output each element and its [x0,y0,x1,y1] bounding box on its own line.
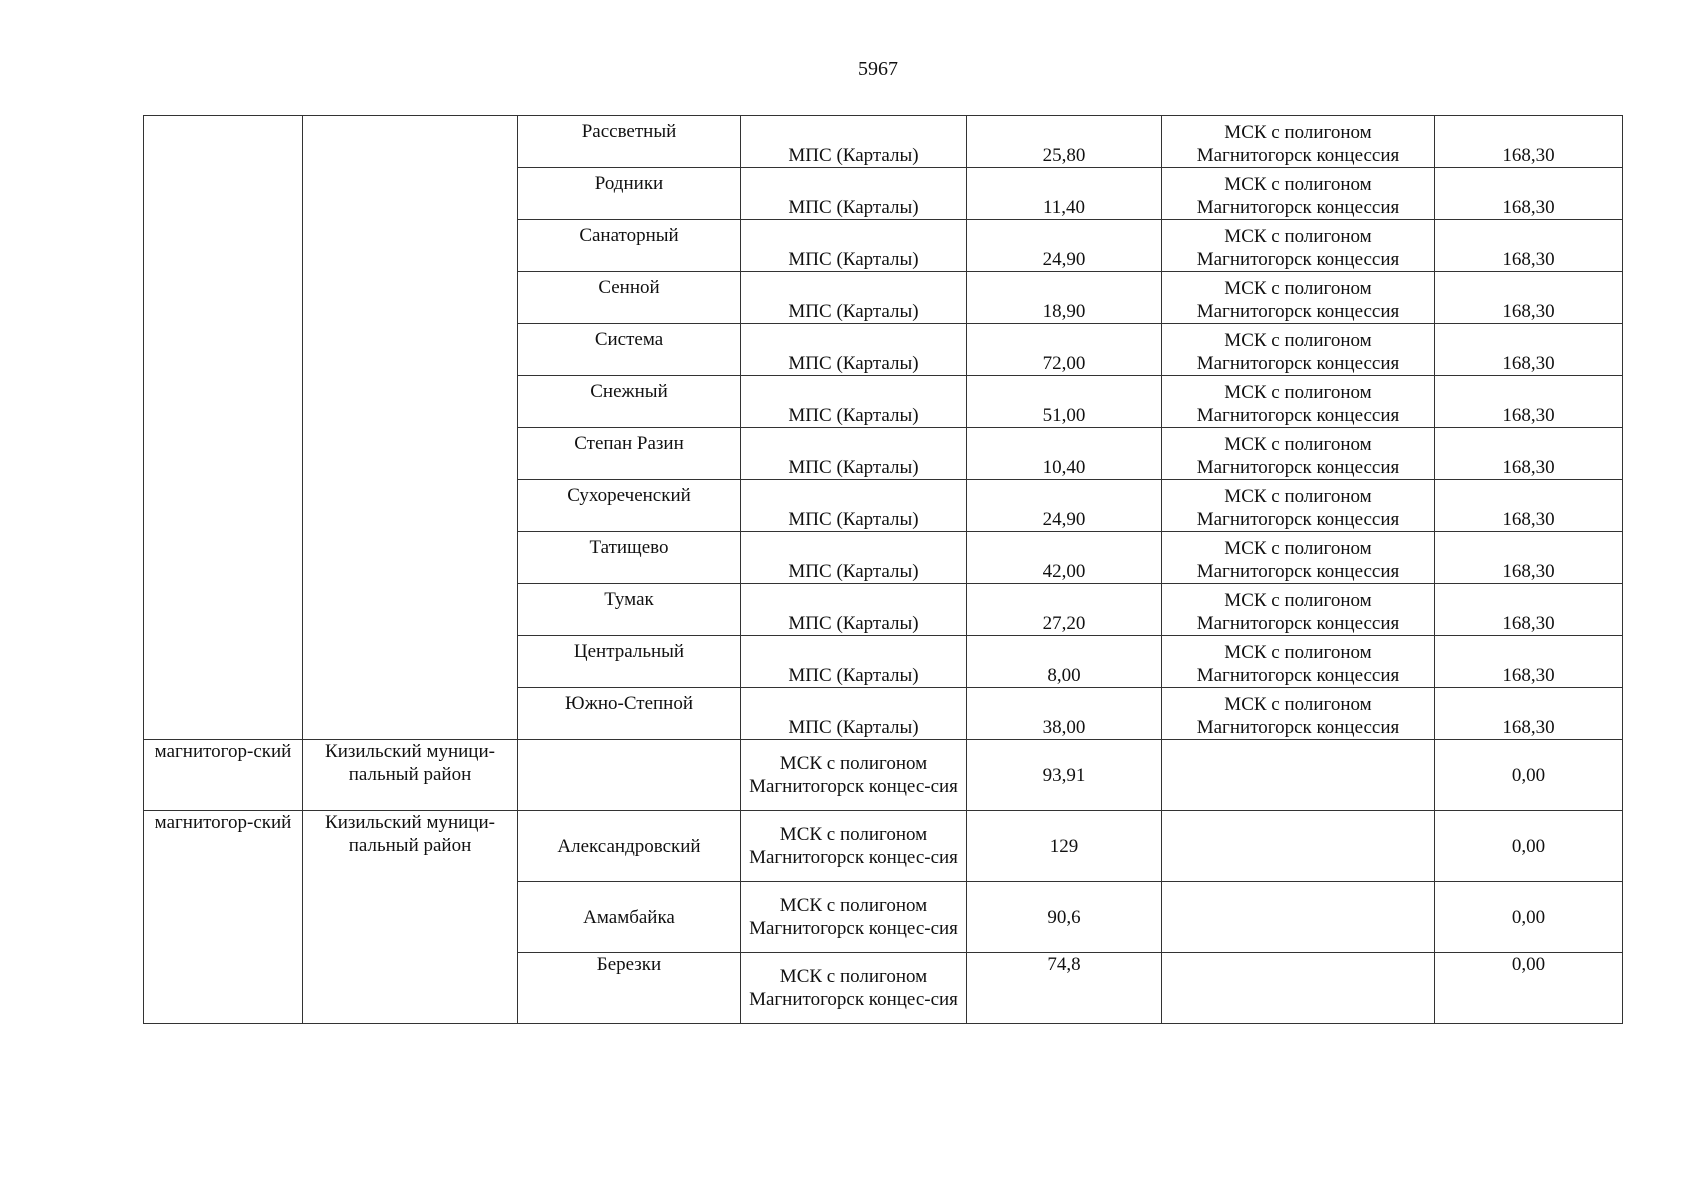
dest-cell: МСК с полигоном Магнитогорск концессия [1162,480,1435,532]
settlement-cell: Тумак [518,584,741,636]
zone-cell-empty [144,116,303,740]
dest-cell: МСК с полигоном Магнитогорск концессия [1162,636,1435,688]
district-cell-empty [303,116,518,740]
settlement-cell: Система [518,324,741,376]
settlement-cell: Степан Разин [518,428,741,480]
zone-cell: магнитогор-ский [144,811,303,1024]
transport-table [143,115,1623,1024]
source-cell: МПС (Карталы) [741,584,967,636]
distance-cell: 18,90 [967,272,1162,324]
distance-cell: 129 [967,811,1162,882]
page-number: 5967 [858,58,898,80]
distance-cell: 25,80 [967,116,1162,168]
dest-cell: МСК с полигоном Магнитогорск концессия [1162,272,1435,324]
distance-cell: 10,40 [967,428,1162,480]
distance-cell: 42,00 [967,532,1162,584]
total-cell: 0,00 [1435,882,1623,953]
distance-cell: 24,90 [967,480,1162,532]
table-row [144,740,1623,811]
settlement-cell: Александровский [518,811,741,882]
settlement-cell: Сенной [518,272,741,324]
dest-cell: МСК с полигоном Магнитогорск концессия [1162,376,1435,428]
settlement-cell: Березки [518,953,741,1024]
table-row [144,116,1623,168]
distance-cell: 38,00 [967,688,1162,740]
dest-cell [1162,953,1435,1024]
settlement-cell: Снежный [518,376,741,428]
dest-cell: МСК с полигоном Магнитогорск концессия [1162,324,1435,376]
settlement-cell: Южно-Степной [518,688,741,740]
dest-cell: МСК с полигоном Магнитогорск концессия [1162,688,1435,740]
zone-cell: магнитогор-ский [144,740,303,811]
total-cell: 0,00 [1435,953,1623,1024]
dest-cell: МСК с полигоном Магнитогорск концессия [1162,168,1435,220]
settlement-cell [518,740,741,811]
total-cell: 168,30 [1435,168,1623,220]
source-cell: МПС (Карталы) [741,480,967,532]
total-cell: 168,30 [1435,480,1623,532]
total-cell: 168,30 [1435,376,1623,428]
source-cell: МСК с полигоном Магнитогорск концес-сия [741,811,967,882]
total-cell: 0,00 [1435,740,1623,811]
distance-cell: 11,40 [967,168,1162,220]
distance-cell: 27,20 [967,584,1162,636]
total-cell: 168,30 [1435,636,1623,688]
source-cell: МПС (Карталы) [741,168,967,220]
total-cell: 168,30 [1435,272,1623,324]
distance-cell: 74,8 [967,953,1162,1024]
group3-body [144,811,1623,1024]
settlement-cell: Амамбайка [518,882,741,953]
distance-cell: 72,00 [967,324,1162,376]
total-cell: 168,30 [1435,584,1623,636]
settlement-cell: Санаторный [518,220,741,272]
dest-cell: МСК с полигоном Магнитогорск концессия [1162,584,1435,636]
total-cell: 168,30 [1435,116,1623,168]
source-cell: МПС (Карталы) [741,688,967,740]
distance-cell: 93,91 [967,740,1162,811]
distance-cell: 8,00 [967,636,1162,688]
source-cell: МПС (Карталы) [741,220,967,272]
dest-cell: МСК с полигоном Магнитогорск концессия [1162,116,1435,168]
settlement-cell: Родники [518,168,741,220]
table-row [144,811,1623,882]
distance-cell: 24,90 [967,220,1162,272]
dest-cell: МСК с полигоном Магнитогорск концессия [1162,532,1435,584]
dest-cell: МСК с полигоном Магнитогорск концессия [1162,220,1435,272]
source-cell: МСК с полигоном Магнитогорск концес-сия [741,953,967,1024]
source-cell: МПС (Карталы) [741,532,967,584]
group2-body [144,740,1623,811]
source-cell: МПС (Карталы) [741,636,967,688]
distance-cell: 51,00 [967,376,1162,428]
dest-cell [1162,882,1435,953]
district-cell: Кизильский муници-пальный район [303,811,518,1024]
source-cell: МПС (Карталы) [741,324,967,376]
total-cell: 168,30 [1435,220,1623,272]
source-cell: МПС (Карталы) [741,428,967,480]
settlement-cell: Сухореченский [518,480,741,532]
district-cell: Кизильский муници-пальный район [303,740,518,811]
source-cell: МПС (Карталы) [741,376,967,428]
dest-cell [1162,740,1435,811]
distance-cell: 90,6 [967,882,1162,953]
source-cell: МПС (Карталы) [741,116,967,168]
total-cell: 168,30 [1435,532,1623,584]
dest-cell [1162,811,1435,882]
source-cell: МПС (Карталы) [741,272,967,324]
source-cell: МСК с полигоном Магнитогорск концес-сия [741,740,967,811]
total-cell: 168,30 [1435,688,1623,740]
total-cell: 168,30 [1435,428,1623,480]
settlement-cell: Татищево [518,532,741,584]
source-cell: МСК с полигоном Магнитогорск концес-сия [741,882,967,953]
group1-body [144,116,1623,740]
settlement-cell: Центральный [518,636,741,688]
dest-cell: МСК с полигоном Магнитогорск концессия [1162,428,1435,480]
settlement-cell: Рассветный [518,116,741,168]
total-cell: 168,30 [1435,324,1623,376]
total-cell: 0,00 [1435,811,1623,882]
